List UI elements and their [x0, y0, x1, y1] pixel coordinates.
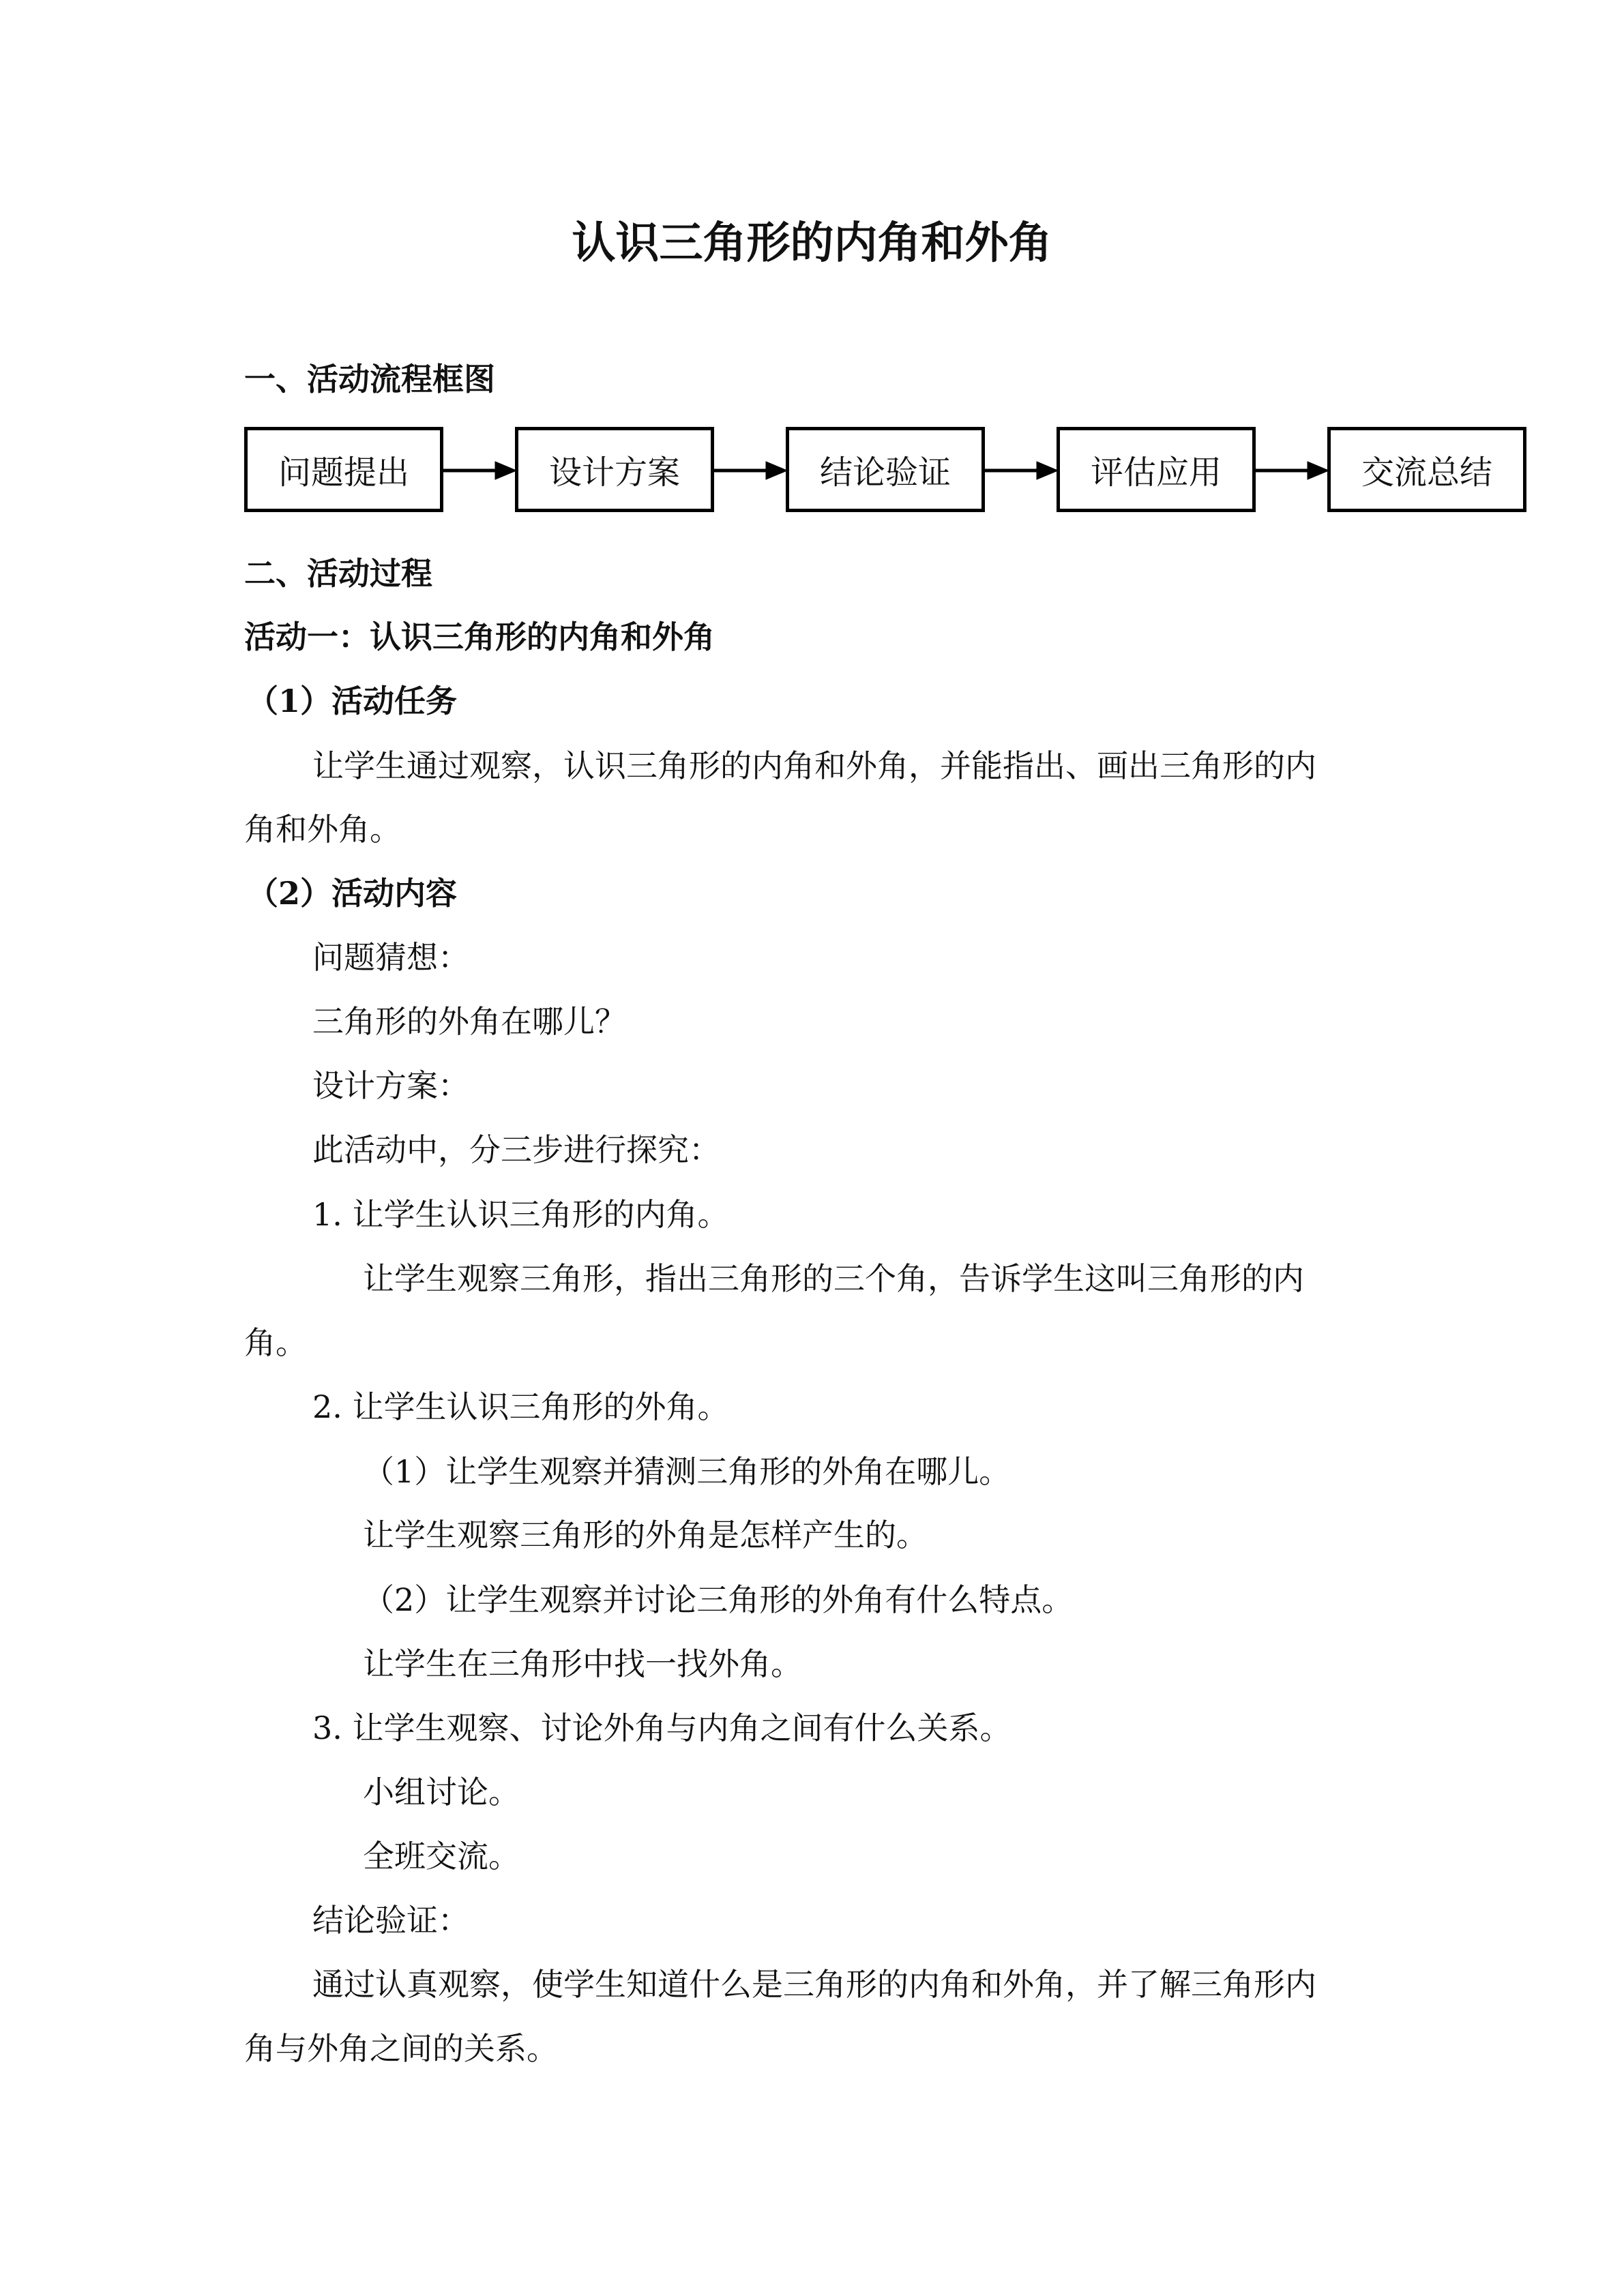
content-line: 问题猜想：	[312, 939, 469, 976]
activity-title: 活动一：认识三角形的内角和外角	[244, 618, 715, 655]
content-line: 3. 让学生观察、讨论外角与内角之间有什么关系。	[312, 1710, 1012, 1746]
content-line: 角与外角之间的关系。	[244, 2030, 558, 2067]
task-text-line: 让学生通过观察，认识三角形的内角和外角，并能指出、画出三角形的内	[312, 747, 1316, 784]
flow-box-3-label: 结论验证	[819, 453, 951, 492]
content-line: 全班交流。	[363, 1838, 520, 1875]
content-line: 三角形的外角在哪儿？	[312, 1003, 626, 1040]
flow-arrowhead-4	[1309, 464, 1325, 477]
content-line: 让学生在三角形中找一找外角。	[363, 1645, 802, 1682]
content-line: 角。	[244, 1324, 307, 1361]
flow-arrowhead-3	[1038, 464, 1054, 477]
content-line: （1）让学生观察并猜测三角形的外角在哪儿。	[363, 1453, 1011, 1490]
content-line: 设计方案：	[312, 1067, 469, 1104]
content-line: 让学生观察三角形，指出三角形的三个角，告诉学生这叫三角形的内	[363, 1260, 1304, 1297]
content-line: 1. 让学生认识三角形的内角。	[312, 1196, 729, 1233]
content-heading: （2）活动内容	[247, 875, 458, 912]
flow-arrows	[0, 0, 1624, 614]
content-line: 小组讨论。	[363, 1774, 520, 1810]
content-line: 此活动中，分三步进行探究：	[312, 1131, 720, 1168]
flow-box-1-label: 问题提出	[278, 453, 409, 492]
flow-arrowhead-1	[497, 464, 513, 477]
section-heading-process: 二、活动过程	[244, 555, 432, 592]
content-line: 让学生观察三角形的外角是怎样产生的。	[363, 1517, 928, 1553]
flow-box-4-label: 评估应用	[1090, 453, 1222, 492]
content-line: （2）让学生观察并讨论三角形的外角有什么特点。	[363, 1581, 1074, 1618]
section-heading-flowchart: 一、活动流程框图	[244, 361, 495, 398]
content-line: 结论验证：	[312, 1902, 469, 1939]
page-title: 认识三角形的内角和外角	[572, 218, 1052, 269]
content-line: 通过认真观察，使学生知道什么是三角形的内角和外角，并了解三角形内	[312, 1966, 1316, 2003]
content-line: 2. 让学生认识三角形的外角。	[312, 1388, 729, 1425]
flow-box-2-label: 设计方案	[548, 453, 680, 492]
flow-arrowhead-2	[767, 464, 784, 477]
task-text-line: 角和外角。	[244, 811, 401, 848]
flow-box-5-label: 交流总结	[1361, 453, 1492, 492]
task-heading: （1）活动任务	[247, 683, 458, 719]
